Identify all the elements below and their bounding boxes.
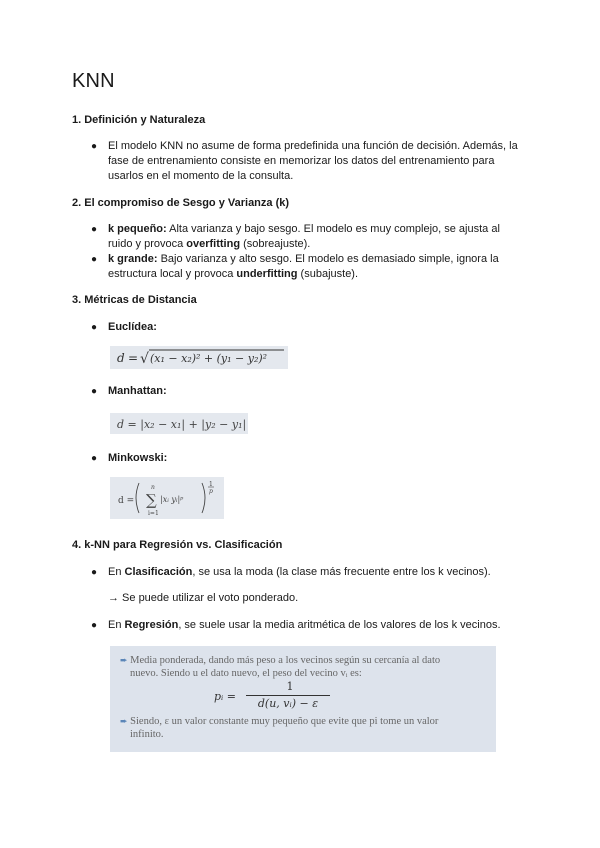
svg-text:d =: d =: [118, 496, 135, 506]
list-item: [90, 565, 530, 580]
bullet-icon: ●: [90, 386, 98, 397]
regresion-text: , se suele usar la media aritmética de los valores de los k vecinos.: [178, 619, 501, 631]
k-grande-text-3: (subajuste).: [297, 268, 359, 280]
k-grande-text: Bajo varianza y alto sesgo. El modelo es demasiado simple, ignora la: [157, 253, 499, 265]
svg-text:d = |x₂ − x₁| + |y₂ − y₁|: d = |x₂ − x₁| + |y₂ − y₁|: [117, 418, 247, 431]
weight-formula-numerator: 1: [286, 680, 294, 693]
k-grande-text-2: estructura local y provoca: [108, 268, 237, 280]
list-item: [90, 451, 520, 466]
metric-label-manhattan: Manhattan:: [108, 385, 167, 397]
k-pequeno-text-3: (sobreajuste).: [240, 238, 311, 250]
section-heading-regresion-clasificacion: 4. k-NN para Regresión vs. Clasificación: [72, 539, 283, 551]
list-item: [90, 139, 520, 184]
section-heading-definicion: 1. Definición y Naturaleza: [72, 114, 206, 126]
definicion-line-1: El modelo KNN no asume de forma predefinida una función de decisión. Además, la: [108, 140, 518, 152]
formula-minkowski: [110, 477, 224, 519]
list-item: [90, 384, 520, 399]
bullet-icon: ●: [90, 254, 98, 265]
metric-label-euclidea: Euclídea:: [108, 321, 157, 333]
bullet-icon: ●: [90, 322, 98, 333]
clasificacion-text: , se usa la moda (la clase más frecuente entre los k vecinos).: [192, 566, 491, 578]
note-line-4: infinito.: [130, 729, 164, 740]
section-heading-metricas: 3. Métricas de Distancia: [72, 294, 197, 306]
svg-text:d: d: [117, 351, 125, 365]
list-item: [90, 320, 520, 335]
definicion-line-3: usarlos en el momento de la consulta.: [108, 170, 294, 182]
metric-label-minkowski: Minkowski:: [108, 452, 168, 464]
svg-text:|xᵢ yᵢ|ᵖ: |xᵢ yᵢ|ᵖ: [160, 495, 184, 504]
note-line-1: Media ponderada, dando más peso a los vecinos según su cercanía al dato: [130, 655, 441, 666]
bullet-icon: ●: [90, 453, 98, 464]
svg-text:=: =: [128, 351, 139, 365]
section-heading-sesgo-varianza: 2. El compromiso de Sesgo y Varianza (k): [72, 197, 290, 209]
fraction-bar: [246, 695, 330, 696]
bullet-icon: ●: [90, 224, 98, 235]
svg-text:n: n: [151, 484, 155, 491]
clasificacion-term: Clasificación: [124, 566, 193, 578]
arrow-bullet-icon: ➨: [120, 655, 128, 665]
k-pequeno-text-2: ruido y provoca: [108, 238, 187, 250]
weight-formula-lhs: pᵢ =: [214, 690, 236, 703]
svg-text:√: √: [140, 351, 149, 367]
list-item: [90, 618, 530, 633]
weight-formula-denominator: d(u, vᵢ) − ε: [257, 697, 319, 710]
formula-euclidea: [110, 346, 288, 369]
svg-text:∑: ∑: [146, 491, 157, 509]
svg-text:i=1: i=1: [148, 510, 159, 517]
arrow-bullet-icon: ➨: [120, 716, 128, 726]
svg-text:(x₁ − x₂)² + (y₁ − y₂)²: (x₁ − x₂)² + (y₁ − y₂)²: [150, 352, 268, 365]
svg-text:p: p: [209, 488, 213, 495]
voto-ponderado-note: → Se puede utilizar el voto ponderado.: [108, 592, 299, 604]
k-pequeno-label: k pequeño:: [108, 223, 167, 235]
clasificacion-pre: En: [108, 566, 125, 578]
k-grande-label: k grande:: [108, 253, 158, 265]
document-title: KNN: [72, 70, 115, 92]
svg-text:1: 1: [209, 481, 213, 488]
list-item: [90, 222, 520, 252]
bullet-icon: ●: [90, 567, 98, 578]
list-item: [90, 252, 520, 282]
bullet-icon: ●: [90, 620, 98, 631]
definicion-line-2: fase de entrenamiento consiste en memorizar los datos del entrenamiento para: [108, 155, 495, 167]
note-line-3: Siendo, ε un valor constante muy pequeño que evite que pi tome un valor: [130, 716, 439, 727]
regresion-term: Regresión: [124, 619, 179, 631]
formula-manhattan: [110, 413, 248, 434]
k-pequeno-text: Alta varianza y bajo sesgo. El modelo es muy complejo, se ajusta al: [166, 223, 500, 235]
bullet-icon: ●: [90, 141, 98, 152]
overfitting-term: overfitting: [186, 238, 241, 250]
weight-formula: [214, 680, 324, 714]
underfitting-term: underfitting: [236, 268, 298, 280]
weighted-mean-note: [110, 646, 496, 752]
regresion-pre: En: [108, 619, 125, 631]
note-line-2: nuevo. Siendo u el dato nuevo, el peso del vecino vᵢ es:: [130, 668, 362, 679]
